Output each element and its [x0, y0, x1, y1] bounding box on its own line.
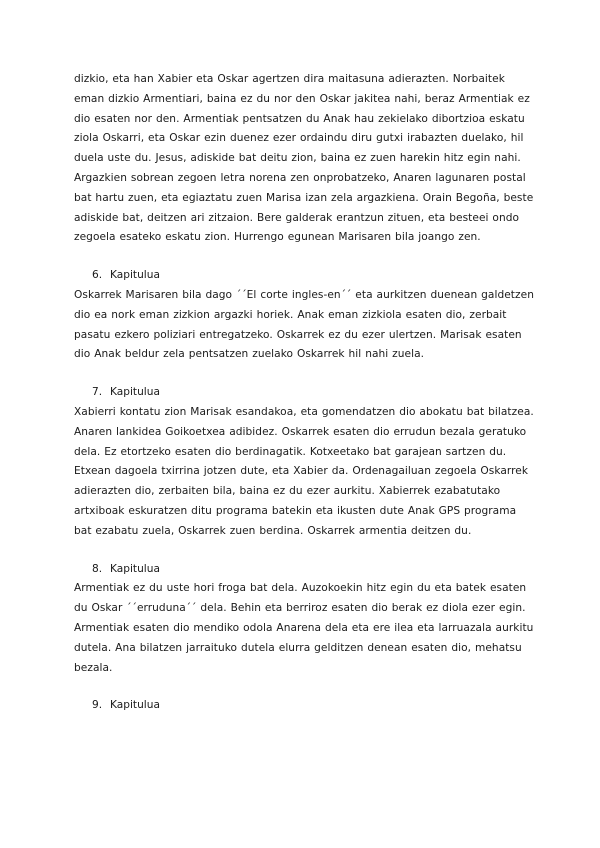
chapter-title: Kapitulua: [110, 699, 160, 712]
chapter-8: [74, 560, 534, 679]
chapter-heading: [74, 696, 534, 716]
chapter-heading: [74, 383, 534, 403]
chapter-number: 9.: [92, 699, 103, 712]
chapter-heading: [74, 266, 534, 286]
chapter-number: 7.: [92, 386, 103, 399]
chapter-number: 6.: [92, 269, 103, 282]
chapter-title: Kapitulua: [110, 386, 160, 399]
chapter-title: Kapitulua: [110, 269, 160, 282]
chapter-text: Armentiak ez du uste hori froga bat dela. Auzokoekin hitz egin du eta batek esaten du Oskar ´´erruduna´´ dela. Behin eta berriroz esaten dio berak ez diola ezer egin. Armentiak esaten dio mendiko odola Anarena dela eta ere ilea eta larruazala aurkitu dutela. Ana bilatzen jarraituko dutela elurra gelditzen denean esaten dio, mehatsu bezala.: [74, 582, 534, 674]
intro-paragraph: dizkio, eta han Xabier eta Oskar agertzen dira maitasuna adierazten. Norbaitek eman dizkio Armentiari, baina ez du nor den Oskar jakitea nahi, beraz Armentiak ez dio esaten nor den. Armentiak pentsatzen du Anak hau zekielako dibortzioa eskatu ziola Oskarri, eta Oskar ezin duenez ezer ordaindu diru gutxi irabazten duelako, hil duela uste du. Jesus, adiskide bat deitu zion, baina ez zuen harekin hitz egin nahi. Argazkien sobrean zegoen letra norena zen onprobatzeko, Anaren lagunaren postal bat hartu zuen, eta egiaztatu zuen Marisa izan zela argazkiena. Orain Begoña, beste adiskide bat, deitzen ari zitzaion. Bere galderak erantzun zituen, eta besteei ondo zegoela esateko eskatu zion. Hurrengo egunean Marisaren bila joango zen.: [74, 73, 534, 244]
chapter-6: [74, 266, 534, 365]
chapter-text: Oskarrek Marisaren bila dago ´´El corte ingles-en´´ eta aurkitzen duenean galdetzen dio ea nork eman zizkion argazki horiek. Anak eman zizkiola esaten dio, zerbait pasatu ezkero poliziari entregatzeko. Oskarrek ez du ezer ulertzen. Marisak esaten dio Anak beldur zela pentsatzen zuelako Oskarrek hil nahi zuela.: [74, 288, 534, 361]
chapter-7: [74, 383, 534, 541]
chapter-9: [74, 696, 534, 716]
chapter-text: Xabierri kontatu zion Marisak esandakoa, eta gomendatzen dio abokatu bat bilatzea. Anaren lankidea Goikoetxea adibidez. Oskarrek esaten dio errudun bezala geratuko dela. Ez etortzeko esaten dio berdinagatik. Kotxeetako bat garajean sartzen du. Etxean dagoela txirrina jotzen dute, eta Xabier da. Ordenagailuan zegoela Oskarrek adierazten dio, zerbaiten bila, baina ez du ezer aurkitu. Xabierrek ezabatutako artxiboak eskuratzen ditu programa batekin eta ikusten dute Anak GPS programa bat ezabatu zuela, Oskarrek zuen berdina. Oskarrek armentia deitzen du.: [74, 405, 534, 537]
chapter-title: Kapitulua: [110, 562, 160, 575]
chapter-heading: [74, 560, 534, 580]
chapter-number: 8.: [92, 562, 103, 575]
document-body: [74, 70, 534, 716]
